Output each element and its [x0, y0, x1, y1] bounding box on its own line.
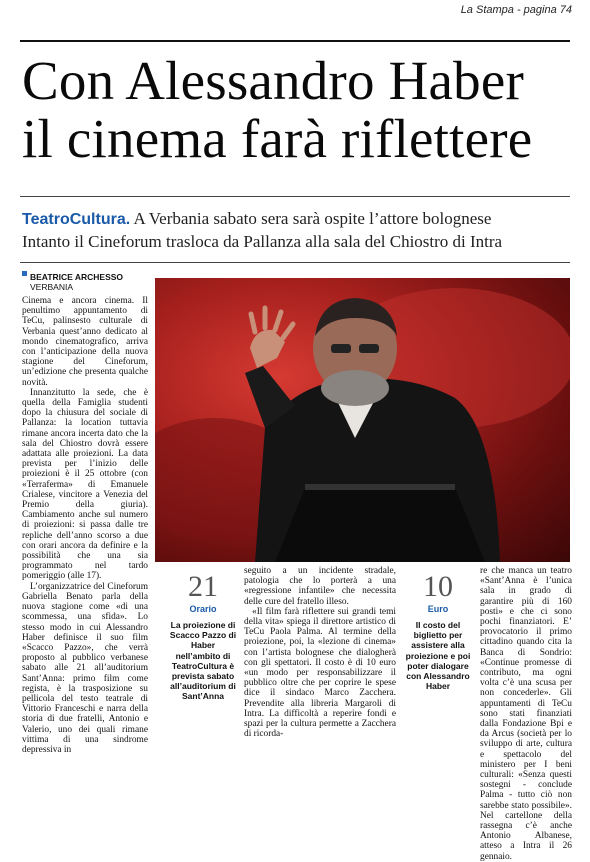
subhead-line-2: Intanto il Cineforum trasloca da Pallanza alla sala del Chiostro di Intra — [22, 232, 503, 251]
factbox-number: 10 — [423, 570, 453, 603]
subheadline — [22, 208, 574, 253]
headline-divider — [20, 196, 570, 197]
subhead-divider — [20, 262, 570, 263]
author-name: BEATRICE ARCHESSO — [30, 272, 124, 282]
factbox-time — [168, 572, 238, 702]
top-rule — [20, 40, 570, 42]
article-column-3 — [244, 566, 396, 796]
byline — [30, 272, 123, 292]
factbox-text: La proiezione di Scacco Pazzo di Haber nell’ambito di TeatroCultura è prevista sabato all’auditorium di Sant’Anna — [169, 620, 237, 702]
paragraph: «Il film farà riflettere sui grandi temi della vita» spiega il direttore artistico di TeCu Paola Palma. Al termine della proiezione, poi, la «lezione di cinema» con l’artista bolognese che dialogherà con gli spettatori. Il costo è di 10 euro «un modo per responsabilizzare il pubblico oltre che per coprire le spese dice il sindaco Marco Zacchera. Prevendite alla libreria Margaroli di Intra. La difficoltà a reperire fondi e spazi per la cultura permette a Zacchera di ricorda- — [244, 606, 396, 740]
dateline-place: VERBANIA — [30, 282, 73, 292]
paragraph: Innanzitutto la sede, che è quella della Famiglia studenti dopo la chiusura del sociale di Pallanza: la location tuttavia rimane ancora incerta dato che la sala del Chiostro dovrà essere adattata alle proiezioni. La data prevista per l’inizio delle proiezioni è il 25 ottobre (con «Terraferma» di Emanuele Crialese, vincitore a Venezia del Premio della giuria). Cambiamento anche sul numero di proiezioni: si passa dalle tre repliche dell’anno scorso a due con orari ancora da definire e la possibilità che una sia programmato nel tardo pomeriggio (alle 17). — [22, 387, 148, 582]
factbox-label: Euro — [427, 604, 449, 614]
byline-marker — [22, 271, 27, 276]
factbox-price — [402, 572, 474, 691]
paragraph: L’organizzatrice del Cineforum Gabriella Benato parla della nuova stagione come «di una scommessa, una sfida». Lo stesso modo in cui Alessandro Haber definisce il suo film «Scacco Pazzo», che verrà proposto al pubblico verbanese sabato alle 21 all’auditorium Sant’Anna: primo film come regista, è la trasposizione su pellicola del testo teatrale di Vittorio Franceschi e narra della storia di due fratelli, Antonio e Valerio, uno dei quali rimane vittima di una sindrome depressiva in — [22, 581, 148, 755]
headline-line-2: il cinema farà riflettere — [22, 108, 533, 169]
headline-line-1: Con Alessandro Haber — [22, 50, 524, 111]
factbox-label: Orario — [189, 604, 217, 614]
subhead-line-1: A Verbania sabato sera sarà ospite l’attore bolognese — [130, 209, 492, 228]
factbox-number: 21 — [188, 570, 218, 603]
article-photo — [155, 278, 570, 562]
page-masthead: La Stampa - pagina 74 — [460, 4, 572, 16]
article-column-1 — [22, 296, 148, 796]
article-column-5 — [480, 566, 572, 862]
paragraph: seguito a un incidente stradale, patologia che lo porterà a una «regressione infantile» che necessita delle cure del fratello illeso. — [244, 566, 396, 607]
paragraph: re che manca un teatro «Sant’Anna è l’unica sala in grado di garantire più di 160 posti» e che ci sono pochi finanziatori. E’ provocatorio il primo cittadino quando cita la Banca di Sondrio: «Continue promesse di contributo, ma ogni volta c’è una scusa per non concederle». Gli appuntamenti di TeCu sono stati finanziati dalla Fondazione Bpi e da Arcus (società per lo sviluppo di arte, cultura e spettacolo del ministero per I beni culturali: «Senza questi sostegni - conclude Palma - tutto ciò non sarebbe stato possibile». Nel cartellone della rassegna c’è anche Antonio Albanese, atteso a Intra il 26 gennaio. — [480, 566, 572, 862]
section-kicker: TeatroCultura. — [22, 211, 131, 228]
paragraph: Cinema e ancora cinema. Il penultimo appuntamento di TeCu, palinsesto culturale di Verbania quest’anno dedicato al mondo cinematografico, arriva con l’anticipazione della nuova stagione del Cineforum, un’edizione che presenta qualche novità. — [22, 296, 148, 388]
headline — [22, 52, 572, 168]
factbox-text: Il costo del biglietto per assistere alla proiezione e poi poter dialogare con Alessandro Haber — [405, 620, 471, 692]
actor-on-stage-illustration — [155, 278, 570, 562]
